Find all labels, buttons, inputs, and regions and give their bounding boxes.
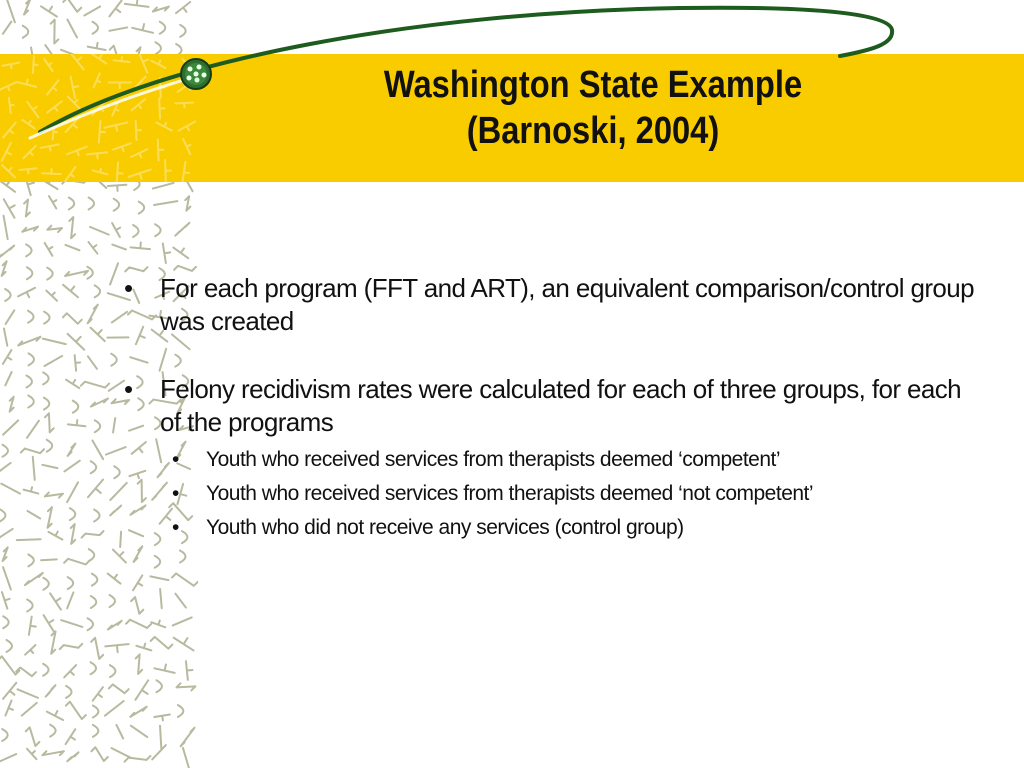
pattern-glyph [91,596,97,608]
pattern-glyph [47,226,62,232]
pattern-glyph [3,547,8,561]
pattern-glyph [67,147,87,156]
pattern-glyph [155,224,161,236]
pattern-glyph [138,54,148,73]
pattern-glyph [111,354,117,366]
pattern-glyph [129,170,151,179]
pattern-glyph [112,223,120,237]
pattern-glyph [69,198,75,210]
pattern-glyph [41,559,57,560]
slide-body [118,272,978,580]
pattern-glyph [67,752,78,761]
pattern-glyph [2,592,10,609]
pattern-glyph [24,487,39,493]
pattern-glyph [155,42,161,54]
pattern-glyph [135,680,148,699]
pattern-glyph [46,685,56,696]
pattern-glyph [179,122,196,131]
pattern-glyph [2,445,8,457]
pattern-glyph [93,706,99,718]
pattern-glyph [33,457,35,480]
pattern-glyph [50,593,61,609]
pattern-glyph [3,616,9,628]
pattern-glyph [2,261,7,276]
pattern-glyph [173,248,188,259]
pattern-glyph [110,595,116,607]
pattern-glyph [68,420,86,426]
title-band-pattern-graphic [0,54,198,182]
pattern-glyph [71,524,75,544]
pattern-glyph [70,508,76,520]
pattern-glyph [46,291,57,301]
pattern-glyph [81,531,103,538]
pattern-glyph [182,162,189,182]
pattern-glyph [47,440,53,452]
pattern-glyph [68,577,74,589]
pattern-glyph [42,465,57,468]
pattern-glyph [131,149,147,157]
pattern-glyph [132,24,153,33]
pattern-glyph [99,121,105,143]
pattern-glyph [113,418,115,432]
pattern-glyph [91,638,103,659]
pattern-glyph [44,356,62,366]
pattern-glyph [68,444,76,456]
bullet-item-2 [118,373,978,545]
pattern-glyph [71,77,79,98]
pattern-glyph [132,99,146,110]
pattern-glyph [88,242,97,253]
pattern-glyph [160,78,165,98]
pattern-glyph [42,751,63,755]
pattern-glyph [66,729,76,744]
pattern-glyph [65,271,88,276]
pattern-glyph [89,198,95,210]
pattern-glyph [28,511,41,518]
pattern-glyph [160,22,166,34]
pattern-glyph [64,559,90,565]
bullet-marker: • [124,273,133,303]
pattern-glyph [22,120,34,128]
pattern-glyph [45,243,53,256]
pattern-glyph [60,644,83,649]
pattern-glyph [24,0,30,15]
pattern-glyph [131,726,147,737]
pattern-glyph [7,0,15,22]
pattern-glyph [178,705,184,717]
pattern-glyph [29,353,35,365]
pattern-glyph [0,246,14,259]
title-band-pattern [0,54,198,182]
pattern-glyph [67,482,78,502]
pattern-glyph [154,201,177,205]
pattern-glyph [151,637,173,649]
pattern-glyph [181,728,195,747]
pattern-glyph [0,83,16,91]
pattern-glyph [10,397,14,412]
sub-bullet-item-2 [118,477,978,511]
pattern-glyph [41,6,57,16]
pattern-glyph [49,196,56,208]
pattern-glyph [136,654,142,673]
sub-bullet-list [160,443,978,545]
pattern-glyph [6,310,15,324]
pattern-glyph [17,80,36,87]
sub-bullet-text: Youth who received services from therapists deemed ‘not competent’ [206,482,814,505]
pattern-glyph [108,621,122,630]
pattern-glyph [28,311,34,323]
pattern-glyph [151,621,165,628]
pattern-glyph [116,725,123,739]
pattern-glyph [24,200,30,217]
sub-bullet-text: Youth who received services from therapists deemed ‘competent’ [206,448,781,471]
pattern-glyph [177,683,196,690]
bullet-marker: • [124,374,133,404]
title-line-2: (Barnoski, 2004) [466,110,720,152]
pattern-glyph [2,729,8,741]
pattern-glyph [68,334,85,350]
pattern-glyph [89,549,95,561]
pattern-glyph [87,152,107,158]
pattern-glyph [65,245,79,250]
pattern-glyph [0,754,16,762]
pattern-glyph [125,267,147,271]
pattern-glyph [50,725,56,737]
sub-bullet-marker: • [172,516,179,539]
sub-bullet-item-1 [118,443,978,477]
pattern-glyph [88,356,97,369]
pattern-glyph [3,22,11,34]
pattern-glyph [88,43,106,50]
pattern-glyph [18,337,40,346]
pattern-glyph [26,727,40,746]
pattern-glyph [66,380,79,388]
sub-bullet-item-3 [118,511,978,545]
pattern-glyph [33,56,38,73]
pattern-glyph [125,0,149,7]
pattern-glyph [92,22,98,34]
pattern-glyph [61,620,82,627]
pattern-glyph [110,263,118,284]
pattern-glyph [67,19,77,37]
pattern-glyph [4,199,15,218]
pattern-glyph [163,243,170,263]
pattern-glyph [110,665,116,677]
pattern-glyph [176,2,190,13]
pattern-glyph [156,680,162,692]
pattern-glyph [174,266,196,271]
pattern-glyph [154,665,174,673]
pattern-glyph [92,100,106,115]
pattern-glyph [165,160,171,182]
pattern-glyph [63,285,78,297]
pattern-glyph [112,103,118,116]
pattern-glyph [28,554,34,566]
pattern-glyph [5,289,10,301]
pattern-glyph [69,217,75,238]
pattern-glyph [66,702,86,719]
pattern-glyph [25,573,43,585]
pattern-glyph [160,726,161,749]
pattern-glyph [158,139,164,160]
pattern-glyph [47,711,63,720]
pattern-glyph [88,305,98,324]
pattern-glyph [113,143,131,151]
pattern-glyph [22,703,37,716]
pattern-glyph [45,492,63,497]
pattern-glyph [2,165,15,177]
pattern-glyph [4,329,7,346]
pattern-glyph [26,376,32,388]
pattern-glyph [109,27,127,30]
pattern-glyph [17,539,41,540]
pattern-glyph [95,420,101,432]
pattern-glyph [4,216,8,239]
pattern-glyph [67,592,73,608]
pattern-glyph [92,441,103,460]
slide-title [253,62,932,154]
pattern-glyph [182,59,192,71]
pattern-glyph [108,185,126,191]
pattern-glyph [175,223,189,236]
pattern-glyph [133,225,139,237]
pattern-glyph [91,662,97,674]
pattern-glyph [92,574,98,586]
pattern-glyph [5,372,11,385]
pattern-glyph [93,169,108,175]
pattern-glyph [153,7,169,12]
pattern-glyph [63,313,82,323]
pattern-glyph [47,268,53,280]
pattern-glyph [63,0,81,12]
pattern-glyph [51,20,59,44]
pattern-glyph [105,701,124,716]
pattern-glyph [28,395,34,407]
pattern-glyph [152,745,166,759]
pattern-glyph [43,578,49,590]
bullet-item-1 [118,272,978,338]
pattern-glyph [3,567,11,589]
pattern-glyph [27,749,36,759]
pattern-glyph [3,420,18,434]
pattern-glyph [27,102,38,117]
sub-bullet-marker: • [172,448,179,471]
pattern-glyph [29,617,36,635]
pattern-glyph [178,78,197,91]
pattern-glyph [45,413,54,432]
pattern-glyph [21,449,44,454]
pattern-glyph [113,57,129,62]
pattern-glyph [136,644,151,651]
pattern-glyph [94,509,100,521]
pattern-glyph [180,25,186,37]
pattern-glyph [93,725,99,737]
pattern-glyph [131,242,150,249]
pattern-glyph [91,398,108,406]
pattern-glyph [109,0,121,16]
pattern-glyph [6,640,11,652]
pattern-glyph [27,267,33,279]
sub-bullet-text: Youth who did not receive any services (control group) [206,516,684,539]
pattern-glyph [19,168,36,173]
pattern-glyph [2,63,19,69]
pattern-glyph [1,484,20,494]
pattern-glyph [151,61,165,68]
pattern-glyph [65,167,75,181]
pattern-glyph [44,398,50,410]
pattern-glyph [43,372,49,384]
pattern-glyph [186,661,193,680]
pattern-glyph [183,748,189,768]
pattern-glyph [73,401,79,413]
pattern-glyph [41,144,59,150]
pattern-glyph [81,382,109,388]
bullet-text: For each program (FFT and ART), an equivalent comparison/control group was created [160,273,975,336]
pattern-glyph [22,227,38,232]
pattern-glyph [27,421,39,438]
pattern-glyph [90,227,109,235]
pattern-glyph [92,54,106,64]
pattern-glyph [48,532,62,540]
pattern-glyph [26,244,31,256]
pattern-glyph [112,245,126,250]
pattern-glyph [84,6,100,15]
pattern-glyph [43,664,49,676]
pattern-glyph [112,748,131,758]
pattern-glyph [124,756,150,762]
pattern-glyph [44,615,54,631]
pattern-glyph [175,594,186,608]
pattern-glyph [66,116,80,132]
pattern-glyph [93,687,103,701]
pattern-glyph [159,98,164,118]
pattern-glyph [23,26,29,38]
pattern-glyph [117,163,123,182]
pattern-glyph [3,350,11,364]
pattern-glyph [109,684,129,693]
sub-bullet-marker: • [172,482,179,505]
pattern-glyph [157,123,172,131]
pattern-glyph [91,747,107,761]
bullet-text: Felony recidivism rates were calculated for each of three groups, for each of the programs [160,374,962,437]
pattern-glyph [131,597,143,614]
pattern-glyph [75,355,80,371]
pattern-glyph [64,665,76,677]
pattern-glyph [9,98,14,113]
pattern-glyph [130,707,146,717]
pattern-glyph [183,139,190,154]
pattern-glyph [51,631,55,653]
pattern-glyph [18,288,35,297]
pattern-glyph [88,480,103,498]
pattern-glyph [3,683,16,699]
pattern-glyph [25,645,35,655]
pattern-glyph [173,617,192,625]
pattern-glyph [53,124,58,139]
pattern-glyph [0,529,13,539]
pattern-glyph [126,620,151,628]
pattern-glyph [153,183,174,189]
pattern-glyph [90,328,104,341]
pattern-glyph [174,638,194,651]
pattern-glyph [48,507,52,528]
pattern-glyph [87,267,93,279]
pattern-glyph [0,463,11,473]
pattern-glyph [114,199,120,211]
title-line-1: Washington State Example [383,64,803,106]
pattern-glyph [43,339,66,344]
pattern-glyph [5,701,12,716]
pattern-glyph [44,59,52,71]
pattern-glyph [185,196,190,210]
pattern-glyph [64,461,79,472]
pattern-glyph [154,714,169,720]
pattern-glyph [139,202,145,214]
pattern-glyph [91,461,97,473]
pattern-glyph [95,285,101,297]
pattern-glyph [70,54,84,70]
pattern-glyph [0,509,5,521]
pattern-glyph [175,103,193,108]
pattern-glyph [104,123,127,131]
pattern-glyph [130,77,145,93]
pattern-glyph [2,143,11,161]
pattern-glyph [23,146,35,159]
pattern-glyph [3,122,16,137]
pattern-glyph [42,169,61,174]
pattern-glyph [47,80,58,94]
pattern-glyph [136,121,141,140]
pattern-glyph [18,689,38,698]
pattern-glyph [94,73,101,87]
pattern-glyph [88,618,94,630]
pattern-glyph [105,644,128,652]
pattern-glyph [47,101,61,112]
pattern-glyph [44,312,50,324]
pattern-glyph [160,589,162,608]
pattern-glyph [27,599,33,611]
pattern-glyph [66,686,72,698]
pattern-glyph [109,82,131,88]
